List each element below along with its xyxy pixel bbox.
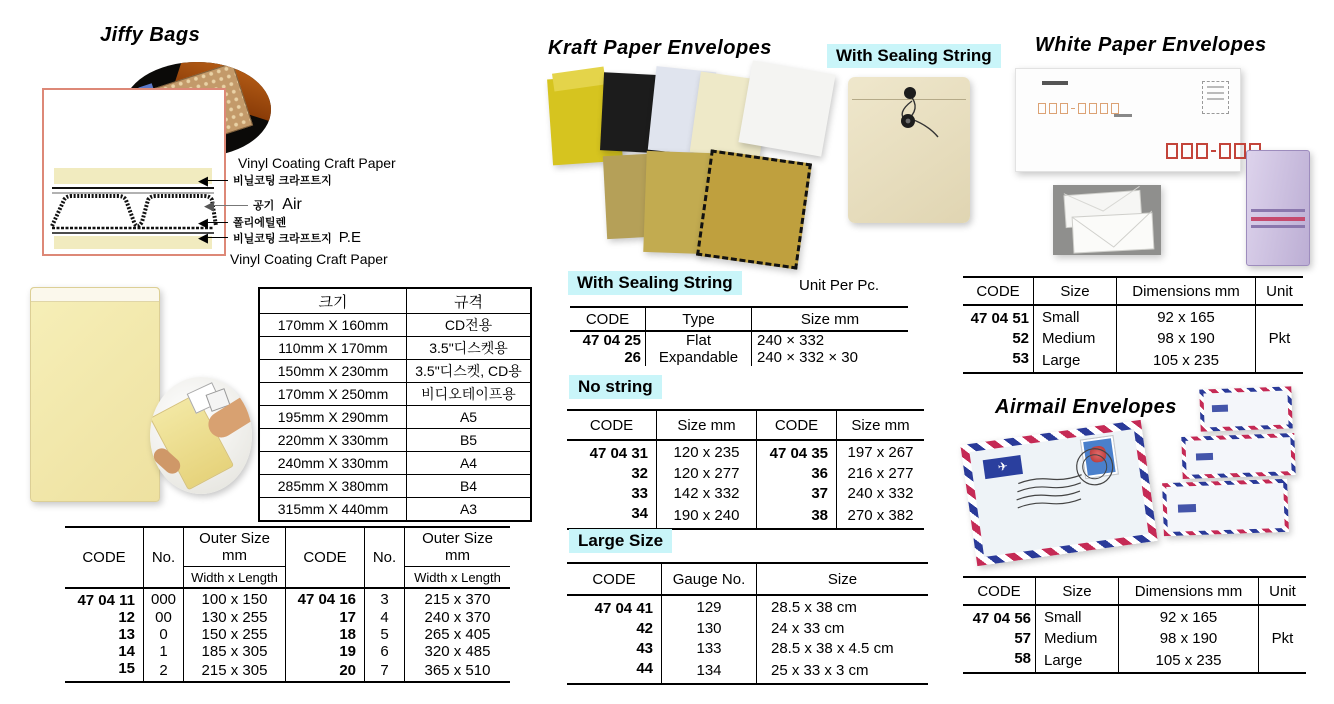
column-header: CODE xyxy=(286,527,365,588)
table-row xyxy=(259,383,531,406)
cell-code: 47 04 35 xyxy=(757,440,837,464)
column-header: Dimensions mm xyxy=(1117,277,1256,305)
column-header: Size xyxy=(1034,277,1117,305)
cell: 240 x 370 xyxy=(424,609,491,626)
cell: 24 x 33 cm xyxy=(771,620,845,637)
table-row xyxy=(259,360,531,383)
column-header: CODE xyxy=(570,307,646,331)
column-header: Gauge No. xyxy=(662,563,757,595)
airmail-plane-label xyxy=(1178,504,1196,513)
table-row xyxy=(567,464,924,484)
cell-unit: Pkt xyxy=(1271,630,1294,647)
cell-code: 47 04 25 xyxy=(570,331,646,349)
cell: B5 xyxy=(407,429,532,452)
table-row xyxy=(567,619,928,639)
column-header: 크기 xyxy=(259,288,407,314)
jiffy-section-title: Jiffy Bags xyxy=(100,24,201,46)
table-row xyxy=(259,314,531,337)
table-row xyxy=(570,307,908,331)
cell: 98 x 190 xyxy=(1119,629,1259,649)
column-header: Type xyxy=(646,307,752,331)
cell: 28.5 x 38 x 4.5 cm xyxy=(771,640,894,657)
cell-code: 52 xyxy=(963,329,1034,349)
cell-code: 32 xyxy=(567,464,657,484)
cell: Small xyxy=(1034,305,1117,329)
cell: 120 x 235 xyxy=(657,440,757,464)
cell-code: 57 xyxy=(963,629,1036,649)
table-row xyxy=(567,484,924,504)
cell: 195mm X 290mm xyxy=(259,406,407,429)
cell-code: 19 xyxy=(286,643,365,660)
column-header: No. xyxy=(365,527,405,588)
column-header: CODE xyxy=(963,577,1036,605)
column-header: Size mm xyxy=(657,410,757,440)
airmail-envelope-face xyxy=(1203,391,1288,428)
cell: 185 x 305 xyxy=(201,643,268,660)
cell: 315mm X 440mm xyxy=(259,498,407,522)
jiffy-bag-flap xyxy=(31,288,159,302)
kraft-sealing-string-label: With Sealing String xyxy=(568,271,742,295)
diagram-label-2-ko: 공기 xyxy=(253,200,275,212)
header-line: Outer Size xyxy=(422,530,493,547)
table-row xyxy=(567,410,924,440)
table-row xyxy=(65,643,510,660)
diagram-label-4b: P.E xyxy=(338,229,361,246)
table-row xyxy=(259,288,531,314)
cell: 100 x 150 xyxy=(201,590,268,608)
cell: B4 xyxy=(407,475,532,498)
column-header: No. xyxy=(144,527,184,588)
wrapped-envelope-pack-photo xyxy=(1246,150,1310,266)
column-header: Size mm xyxy=(752,307,909,331)
column-header: CODE xyxy=(963,277,1034,305)
column-header: Size xyxy=(1036,577,1119,605)
string-closure-drawing xyxy=(848,77,970,223)
white-envelopes-pair-photo xyxy=(1053,185,1161,255)
airplane-icon: ✈ xyxy=(996,458,1009,475)
diagram-label-top: Vinyl Coating Craft Paper xyxy=(238,155,396,171)
cell: 170mm X 160mm xyxy=(259,314,407,337)
table-row xyxy=(259,452,531,475)
cell: 170mm X 250mm xyxy=(259,383,407,406)
cell-code: 18 xyxy=(286,626,365,643)
header-line: mm xyxy=(445,547,470,564)
table-row xyxy=(570,331,908,349)
table-row xyxy=(570,349,908,366)
table-row xyxy=(259,337,531,360)
jiffy-bag-photo xyxy=(30,287,160,502)
diagram-callout-4 xyxy=(198,229,361,246)
cell: 5 xyxy=(365,626,405,643)
cell: 129 xyxy=(662,595,757,619)
cell: 150mm X 230mm xyxy=(259,360,407,383)
cell: 134 xyxy=(662,659,757,684)
cell-code: 42 xyxy=(567,619,662,639)
cell: 216 x 277 xyxy=(847,465,914,482)
column-subheader: Width x Length xyxy=(184,567,286,589)
cell: 285mm X 380mm xyxy=(259,475,407,498)
cell: 1 xyxy=(144,643,184,660)
column-header: Size xyxy=(757,563,929,595)
cell-code: 38 xyxy=(757,504,837,529)
cell: 110mm X 170mm xyxy=(259,337,407,360)
kraft-no-string-label: No string xyxy=(569,375,662,399)
kraft-sealing-table xyxy=(570,306,908,366)
diagram-callout-2 xyxy=(204,196,302,214)
header-line: Outer Size xyxy=(199,530,270,547)
callout-line xyxy=(214,205,248,206)
column-header: CODE xyxy=(567,563,662,595)
cell: 000 xyxy=(144,588,184,609)
cell-code: 14 xyxy=(65,643,144,660)
cell: 197 x 267 xyxy=(847,443,914,461)
airmail-envelope-small xyxy=(1199,386,1292,431)
airmail-plane-label xyxy=(1196,453,1213,461)
table-row xyxy=(963,329,1303,349)
string-envelope-photo xyxy=(848,77,970,223)
cell: Medium xyxy=(1036,629,1119,649)
sealing-string-photo-label: With Sealing String xyxy=(827,44,1001,68)
table-row xyxy=(259,498,531,522)
table-row xyxy=(65,609,510,626)
table-row xyxy=(65,626,510,643)
header-line: mm xyxy=(222,547,247,564)
table-row xyxy=(65,527,510,567)
cell: 98 x 190 xyxy=(1117,329,1256,349)
cell: 365 x 510 xyxy=(424,662,491,679)
cell: 240 × 332 × 30 xyxy=(757,349,858,366)
cell: 142 x 332 xyxy=(657,484,757,504)
cell: 133 xyxy=(662,639,757,659)
cell-code: 12 xyxy=(65,609,144,626)
jiffy-size-table xyxy=(258,287,532,522)
cell: 00 xyxy=(144,609,184,626)
diagram-callout-1 xyxy=(198,172,332,188)
cell: 190 x 240 xyxy=(657,504,757,529)
cell: 130 xyxy=(662,619,757,639)
cell: 220mm X 330mm xyxy=(259,429,407,452)
cell: 320 x 485 xyxy=(424,643,491,660)
cell: 28.5 x 38 cm xyxy=(771,598,857,616)
airmail-envelope-small xyxy=(1162,479,1289,536)
cell: 130 x 255 xyxy=(201,609,268,626)
kraft-envelopes-photo xyxy=(545,60,830,270)
diagram-label-1: 비닐코팅 크라프트지 xyxy=(233,175,332,187)
diagram-drawing xyxy=(44,90,220,250)
cell: 3.5"디스켓, CD용 xyxy=(407,360,532,383)
cell: 215 x 305 xyxy=(201,662,268,679)
diagram-label-4: 비닐코팅 크라프트지 xyxy=(233,232,332,245)
cell-code: 26 xyxy=(570,349,646,366)
table-row xyxy=(65,660,510,682)
table-row xyxy=(259,429,531,452)
column-header: Unit xyxy=(1259,577,1307,605)
cell: A3 xyxy=(407,498,532,522)
cell-code: 20 xyxy=(286,660,365,682)
airmail-envelope-photo xyxy=(960,420,1157,566)
arrow-left-icon: ◀ xyxy=(204,197,214,213)
cell: 6 xyxy=(365,643,405,660)
cell: Large xyxy=(1036,649,1119,673)
jiffy-bag-usage-photo xyxy=(150,377,252,494)
white-section-title: White Paper Envelopes xyxy=(1035,34,1267,56)
cell: CD전용 xyxy=(407,314,532,337)
cell: Flat xyxy=(646,331,752,349)
airmail-section-title: Airmail Envelopes xyxy=(995,396,1177,418)
table-row xyxy=(567,563,928,595)
column-header: Size mm xyxy=(837,410,925,440)
column-header: Dimensions mm xyxy=(1119,577,1259,605)
jiffy-code-table xyxy=(65,526,510,683)
arrow-left-icon: ◀ xyxy=(198,172,208,188)
airmail-envelope-small xyxy=(1181,433,1295,479)
cell: 25 x 33 x 3 cm xyxy=(771,662,869,679)
table-row xyxy=(65,588,510,609)
kraft-section-title: Kraft Paper Envelopes xyxy=(548,37,772,59)
cell: 240 x 332 xyxy=(847,485,914,502)
table-row xyxy=(567,595,928,619)
postmark-drawing xyxy=(1010,438,1137,514)
cell-code: 33 xyxy=(567,484,657,504)
callout-line xyxy=(208,180,228,181)
address-text-mark xyxy=(1114,114,1132,117)
cell-unit: Pkt xyxy=(1268,330,1291,347)
cell: 3 xyxy=(365,588,405,609)
kraft-no-string-table xyxy=(567,409,924,530)
diagram-label-2-en: Air xyxy=(282,196,302,213)
pack-stripe xyxy=(1251,225,1305,228)
column-subheader: Width x Length xyxy=(405,567,511,589)
table-row xyxy=(963,605,1306,629)
callout-line xyxy=(208,222,228,223)
cell-code: 34 xyxy=(567,504,657,529)
table-row xyxy=(259,475,531,498)
pack-stripe xyxy=(1251,209,1305,212)
column-header: Unit xyxy=(1256,277,1304,305)
cell: 0 xyxy=(144,626,184,643)
cell-code: 47 04 16 xyxy=(286,588,365,609)
cell: 265 x 405 xyxy=(424,626,491,643)
cell-code: 58 xyxy=(963,649,1036,673)
white-envelope xyxy=(738,60,835,156)
envelope-pair-drawing xyxy=(1053,185,1161,255)
diagram-label-3: 폴리에틸렌 xyxy=(233,217,287,229)
airmail-envelopes-table xyxy=(963,576,1306,674)
cell: 3.5"디스켓용 xyxy=(407,337,532,360)
cell: 240mm X 330mm xyxy=(259,452,407,475)
cell: 215 x 370 xyxy=(424,590,491,608)
airmail-plane-label xyxy=(1212,405,1228,413)
cell-code: 17 xyxy=(286,609,365,626)
cell-code: 36 xyxy=(757,464,837,484)
airmail-envelope-face xyxy=(969,429,1148,557)
airmail-envelope-face xyxy=(1185,437,1291,475)
cell-code: 47 04 51 xyxy=(963,305,1034,329)
cell: 비디오테이프용 xyxy=(407,383,532,406)
column-header xyxy=(405,527,511,567)
table-row xyxy=(567,659,928,684)
table-row xyxy=(963,305,1303,329)
stamp-box xyxy=(1202,81,1229,114)
cell: 240 × 332 xyxy=(757,332,825,349)
cell-code: 47 04 11 xyxy=(65,588,144,609)
cell: 150 x 255 xyxy=(201,626,268,643)
arrow-left-icon: ◀ xyxy=(198,230,208,245)
cell-code: 37 xyxy=(757,484,837,504)
cell: 4 xyxy=(365,609,405,626)
table-row xyxy=(567,440,924,464)
table-row xyxy=(963,649,1306,673)
cell: 92 x 165 xyxy=(1119,605,1259,629)
cell: A4 xyxy=(407,452,532,475)
cell-code: 15 xyxy=(65,660,144,682)
table-row xyxy=(963,277,1303,305)
cell: 105 x 235 xyxy=(1117,349,1256,373)
table-row xyxy=(963,577,1306,605)
column-header: CODE xyxy=(757,410,837,440)
diagram-callout-3 xyxy=(198,214,286,230)
table-row xyxy=(259,406,531,429)
pack-stripe xyxy=(1251,217,1305,221)
cell: Expandable xyxy=(646,349,752,366)
postal-code-boxes-orange xyxy=(1038,103,1119,114)
table-row xyxy=(567,504,924,529)
cell-code: 53 xyxy=(963,349,1034,373)
cell-code: 47 04 56 xyxy=(963,605,1036,629)
cell: 2 xyxy=(144,660,184,682)
column-header: CODE xyxy=(65,527,144,588)
table-row xyxy=(963,629,1306,649)
cell: 92 x 165 xyxy=(1117,305,1256,329)
white-envelopes-table xyxy=(963,276,1303,374)
kraft-large-size-table xyxy=(567,562,928,685)
cell-code: 47 04 41 xyxy=(567,595,662,619)
column-header: 규격 xyxy=(407,288,532,314)
cell: A5 xyxy=(407,406,532,429)
kraft-large-size-label: Large Size xyxy=(569,529,672,553)
cell-code: 13 xyxy=(65,626,144,643)
column-header xyxy=(184,527,286,567)
cell-code: 43 xyxy=(567,639,662,659)
kraft-envelope-dashed xyxy=(696,149,812,269)
white-envelope-photo xyxy=(1015,68,1241,172)
callout-line xyxy=(208,237,228,238)
cell: 120 x 277 xyxy=(657,464,757,484)
cell: 105 x 235 xyxy=(1119,649,1259,673)
table-row xyxy=(963,349,1303,373)
arrow-left-icon: ◀ xyxy=(198,214,208,230)
diagram-label-bottom: Vinyl Coating Craft Paper xyxy=(230,251,388,267)
unit-per-pc-note: Unit Per Pc. xyxy=(799,277,880,294)
column-header: CODE xyxy=(567,410,657,440)
sender-text-mark xyxy=(1042,81,1068,85)
cell-code: 47 04 31 xyxy=(567,440,657,464)
cell: Small xyxy=(1036,605,1119,629)
table-row xyxy=(567,639,928,659)
airmail-envelope-face xyxy=(1166,483,1284,532)
cell-code: 44 xyxy=(567,659,662,684)
cell: 7 xyxy=(365,660,405,682)
cell: Medium xyxy=(1034,329,1117,349)
cell: Large xyxy=(1034,349,1117,373)
cell: 270 x 382 xyxy=(847,507,914,524)
